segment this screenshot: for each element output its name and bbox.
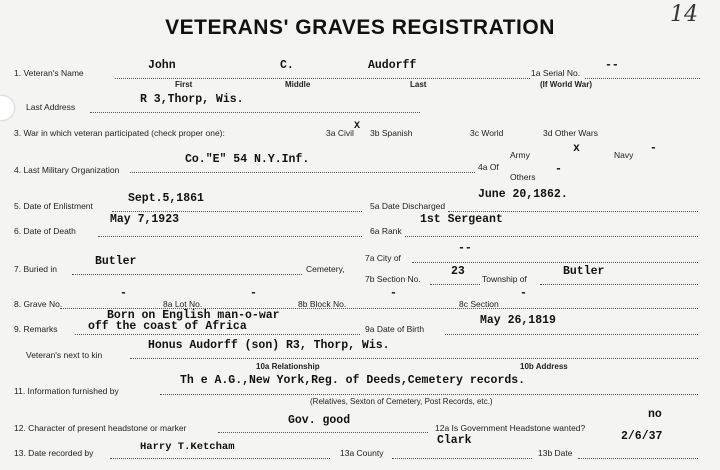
label-buried: 7. Buried in — [14, 264, 57, 274]
remarks-line-2: off the coast of Africa — [88, 320, 247, 333]
grave-no: - — [120, 287, 127, 300]
label-navy: Navy — [614, 150, 634, 160]
army-mark: x — [573, 142, 580, 155]
remarks-line-1: Born on English man-o-war — [107, 309, 280, 322]
rank: 1st Sergeant — [420, 213, 503, 226]
line-kin — [130, 358, 698, 359]
township: Butler — [563, 265, 605, 278]
label-of: 4a Of — [478, 162, 499, 172]
line-discharged — [448, 211, 698, 212]
form-title: VETERANS' GRAVES REGISTRATION — [165, 16, 555, 39]
line-headstone — [218, 432, 428, 433]
middle-name: C. — [280, 59, 294, 72]
line-record-date — [578, 458, 698, 459]
discharge-date: June 20,1862. — [478, 188, 568, 201]
line-city — [412, 262, 698, 263]
block-no: - — [390, 287, 397, 300]
label-city: 7a City of — [365, 253, 401, 263]
record-date: 2/6/37 — [621, 430, 663, 443]
label-township: Township of — [482, 274, 527, 284]
label-8c-section: 8c Section — [459, 299, 499, 309]
label-last-address: Last Address — [26, 102, 76, 112]
line-rank — [405, 236, 698, 237]
label-remarks: 9. Remarks — [14, 324, 58, 334]
line-death — [98, 236, 362, 237]
label-middle: Middle — [285, 80, 311, 89]
others-mark: - — [555, 163, 562, 176]
line-address — [90, 112, 420, 113]
headstone-wanted: no — [648, 408, 662, 421]
line-name — [115, 78, 530, 79]
line-recorded — [110, 458, 330, 459]
label-rank: 6a Rank — [370, 226, 402, 236]
label-death: 6. Date of Death — [14, 226, 76, 236]
label-birth: 9a Date of Birth — [365, 324, 425, 334]
label-last: Last — [410, 80, 427, 89]
section-8c: - — [520, 287, 527, 300]
birth-date: May 26,1819 — [480, 314, 556, 327]
last-name: Audorff — [368, 59, 417, 72]
label-grave: 8. Grave No. — [14, 299, 63, 309]
line-buried — [72, 274, 302, 275]
label-section: 7b Section No. — [365, 274, 421, 284]
city-of: -- — [458, 242, 472, 255]
label-discharged: 5a Date Discharged — [370, 201, 446, 211]
label-others: Others — [510, 172, 536, 182]
buried-in: Butler — [95, 255, 137, 268]
serial-no: -- — [605, 59, 619, 72]
line-organization — [130, 172, 475, 173]
lot-no: - — [250, 287, 257, 300]
label-county: 13a County — [340, 448, 384, 458]
label-recorded-by: 13. Date recorded by — [14, 448, 94, 458]
line-section — [430, 284, 480, 285]
label-spanish: 3b Spanish — [370, 128, 413, 138]
label-other-wars: 3d Other Wars — [543, 128, 598, 138]
line-county — [392, 458, 532, 459]
label-organization: 4. Last Military Organization — [14, 165, 120, 175]
label-serial: 1a Serial No. — [531, 68, 581, 78]
line-enlistment — [112, 211, 362, 212]
civil-mark: X — [354, 121, 361, 132]
line-info — [160, 394, 698, 395]
section-no: 23 — [451, 265, 465, 278]
label-army: Army — [510, 150, 530, 160]
enlistment-date: Sept.5,1861 — [128, 192, 204, 205]
first-name: John — [148, 59, 176, 72]
label-enlistment: 5. Date of Enlistment — [14, 201, 93, 211]
line-township — [540, 284, 698, 285]
label-veteran-name: 1. Veteran's Name — [14, 68, 84, 78]
last-address: R 3,Thorp, Wis. — [140, 93, 244, 106]
label-war: 3. War in which veteran participated (check proper one): — [14, 128, 225, 138]
info-furnished: Th e A.G.,New York,Reg. of Deeds,Cemetery records. — [180, 374, 526, 387]
line-remarks — [75, 334, 360, 335]
label-headstone-wanted: 12a Is Government Headstone wanted? — [435, 423, 586, 433]
label-headstone: 12. Character of present headstone or marker — [14, 423, 187, 433]
next-of-kin: Honus Audorff (son) R3, Thorp, Wis. — [148, 339, 390, 352]
line-serial — [585, 78, 700, 79]
headstone: Gov. good — [288, 414, 351, 427]
label-block: 8b Block No. — [298, 299, 347, 309]
label-kin-address: 10b Address — [520, 362, 568, 371]
label-next-of-kin: Veteran's next to kin — [26, 350, 103, 360]
label-record-date: 13b Date — [538, 448, 573, 458]
navy-mark: - — [650, 142, 657, 155]
label-lot: 8a Lot No. — [163, 299, 203, 309]
county: Clark — [437, 434, 472, 447]
organization: Co."E" 54 N.Y.Inf. — [185, 153, 310, 166]
label-relationship: 10a Relationship — [256, 362, 320, 371]
punch-hole — [0, 96, 14, 120]
label-civil: 3a Civil — [326, 128, 354, 138]
label-info-sub: (Relatives, Sexton of Cemetery, Post Records, etc.) — [310, 397, 493, 406]
label-cemetery: Cemetery, — [306, 264, 345, 274]
page-number: 14 — [670, 2, 698, 27]
label-first: First — [175, 80, 193, 89]
line-birth — [445, 334, 698, 335]
label-info-furnished: 11. Information furnished by — [14, 386, 119, 396]
label-world: 3c World — [470, 128, 504, 138]
death-date: May 7,1923 — [110, 213, 180, 226]
label-serial-sub: (If World War) — [540, 80, 592, 89]
recorded-by: Harry T.Ketcham — [140, 441, 235, 453]
